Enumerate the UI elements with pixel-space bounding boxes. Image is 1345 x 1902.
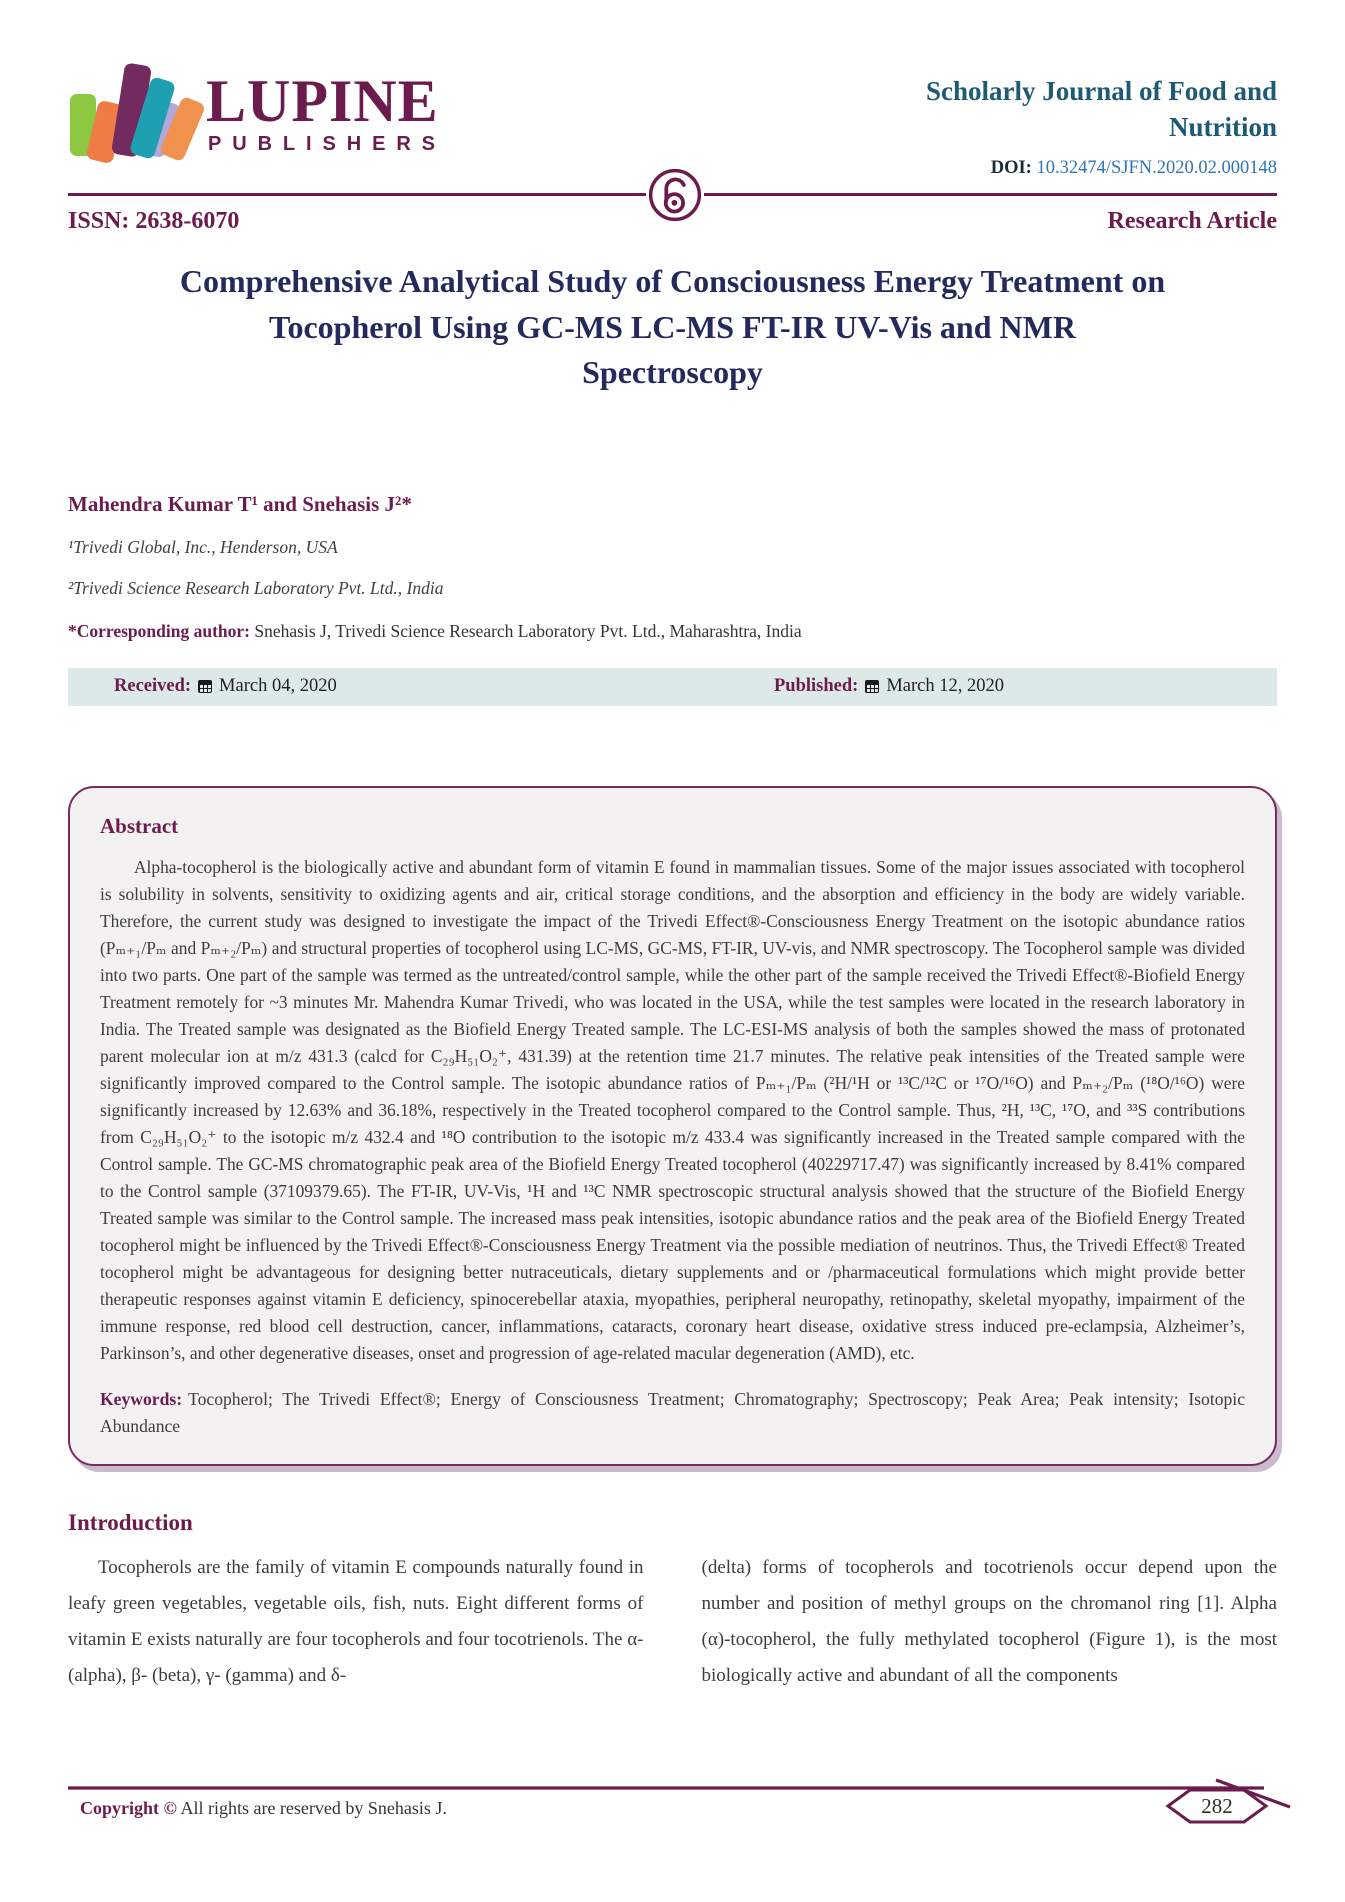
header-divider	[68, 193, 1277, 196]
received-date-item	[114, 676, 337, 697]
corresponding-author-label: *Corresponding author:	[68, 620, 250, 641]
introduction-columns	[68, 1550, 1277, 1694]
page-footer	[68, 1780, 1277, 1840]
affiliation-2: ²Trivedi Science Research Laboratory Pvt. Ltd., India	[68, 577, 444, 598]
article-type-badge: Research Article	[1107, 208, 1277, 235]
doi-link[interactable]: 10.32474/SJFN.2020.02.000148	[1036, 158, 1277, 179]
page-header	[68, 0, 1277, 179]
received-label: Received:	[114, 676, 192, 697]
logo-name: LUPINE	[206, 68, 439, 135]
author-line: Mahendra Kumar T¹ and Snehasis J²*	[68, 491, 412, 516]
open-access-icon	[646, 166, 704, 224]
copyright-line	[80, 1798, 447, 1819]
calendar-icon	[198, 680, 212, 693]
corresponding-author-line	[68, 621, 1277, 642]
dates-bar	[68, 668, 1277, 706]
publisher-name	[206, 68, 446, 158]
page-number: 282	[1201, 1794, 1233, 1818]
published-date-item	[774, 676, 1004, 697]
published-label: Published:	[774, 676, 859, 697]
corresponding-author-value: Snehasis J, Trivedi Science Research Laboratory Pvt. Ltd., Maharashtra, India	[250, 620, 802, 641]
books-logo-icon	[68, 58, 190, 158]
issn: ISSN: 2638-6070	[68, 208, 240, 235]
logo-subname: PUBLISHERS	[208, 133, 446, 155]
introduction-heading: Introduction	[68, 1509, 193, 1535]
abstract-heading: Abstract	[100, 813, 179, 838]
copyright-text: All rights are reserved by Snehasis J.	[176, 1798, 447, 1818]
publisher-logo	[68, 58, 446, 158]
copyright-label: Copyright ©	[80, 1798, 177, 1818]
journal-header-block	[867, 58, 1277, 179]
article-title: Comprehensive Analytical Study of Consciousness Energy Treatment on Tocopherol Using GC-MS LC-MS FT-IR UV-Vis and NMR Spectroscopy	[179, 263, 1166, 391]
doi-line	[867, 158, 1277, 179]
introduction-left-column: Tocopherols are the family of vitamin E compounds naturally found in leafy green vegetables, vegetable oils, fish, nuts. Eight different forms of vitamin E exists naturally are four tocopherols and four tocotrienols. The α- (alpha), β- (beta), γ- (gamma) and δ-	[68, 1556, 644, 1686]
journal-title: Scholarly Journal of Food and Nutrition	[925, 76, 1277, 142]
published-date: March 12, 2020	[886, 676, 1004, 697]
calendar-icon	[865, 680, 879, 693]
keywords-label: Keywords:	[100, 1388, 183, 1409]
introduction-right-column: (delta) forms of tocopherols and tocotrienols occur depend upon the number and position of methyl groups on the chromanol ring [1]. Alpha (α)-tocopherol, the fully methylated tocopherol (Figure 1), is the most biologically active and abundant of all the components	[701, 1556, 1277, 1686]
abstract-box	[68, 786, 1277, 1466]
received-date: March 04, 2020	[219, 676, 337, 697]
keywords-line	[100, 1386, 1245, 1440]
doi-label: DOI:	[990, 158, 1032, 179]
affiliation-1: ¹Trivedi Global, Inc., Henderson, USA	[68, 536, 338, 557]
abstract-body: Alpha-tocopherol is the biologically active and abundant form of vitamin E found in mammalian tissues. Some of the major issues associated with tocopherol is solubility in solvents, sensitivity to oxidizing agents and air, critical storage conditions, and the absorption and efficiency in the body are widely variable. Therefore, the current study was designed to investigate the impact of the Trivedi Effect®-Consciousness Energy Treatment on the isotopic abundance ratios (Pₘ₊₁/Pₘ and Pₘ₊₂/Pₘ) and structural properties of tocopherol using LC-MS, GC-MS, FT-IR, UV-vis, and NMR spectroscopy. The Tocopherol sample was divided into two parts. One part of the sample was termed as the untreated/control sample, while the other part of the sample received the Trivedi Effect®-Biofield Energy Treatment remotely for ~3 minutes Mr. Mahendra Kumar Trivedi, who was located in the USA, while the test samples were located in the research laboratory in India. The Treated sample was designated as the Biofield Energy Treated sample. The LC-ESI-MS analysis of both the samples showed the mass of protonated parent molecular ion at m/z 431.3 (calcd for C₂₉H₅₁O₂⁺, 431.39) at the retention time 21.7 minutes. The relative peak intensities of the Treated sample were significantly improved compared to the Control sample. The isotopic abundance ratios of Pₘ₊₁/Pₘ (²H/¹H or ¹³C/¹²C or ¹⁷O/¹⁶O) and Pₘ₊₂/Pₘ (¹⁸O/¹⁶O) were significantly increased by 12.63% and 36.18%, respectively in the Treated tocopherol compared to the Control sample. Thus, ²H, ¹³C, ¹⁷O, and ³³S contributions from C₂₉H₅₁O₂⁺ to the isotopic m/z 432.4 and ¹⁸O contribution to the isotopic m/z 433.4 was significantly increased in the Treated sample compared with the Control sample. The GC-MS chromatographic peak area of the Biofield Energy Treated tocopherol (40229717.47) was significantly increased by 8.41% compared to the Control sample (37109379.65). The FT-IR, UV-Vis, ¹H and ¹³C NMR spectroscopic structural analysis showed that the structure of the Biofield Energy Treated sample was similar to the Control sample. The increased mass peak intensities, isotopic abundance ratios and the peak area of the Biofield Energy Treated tocopherol might be influenced by the Trivedi Effect®-Consciousness Energy Treatment via the possible mediation of neutrinos. Thus, the Trivedi Effect® Treated tocopherol might be advantageous for designing better nutraceuticals, dietary supplements and or /pharmaceutical formulations which might provide better therapeutic responses against vitamin E deficiency, spinocerebellar ataxia, myopathies, peripheral neuropathy, retinopathy, skeletal myopathy, impairment of the immune response, red blood cell destruction, cancer, inflammations, cataracts, coronary heart disease, oxidative stress induced pre-eclampsia, Alzheimer’s, Parkinson’s, and other degenerative diseases, onset and progression of age-related macular degeneration (AMD), etc.	[100, 856, 1245, 1363]
keywords-text: Tocopherol; The Trivedi Effect®; Energy of Consciousness Treatment; Chromatography; Spectroscopy; Peak Area; Peak intensity; Isotopic Abundance	[100, 1388, 1245, 1436]
